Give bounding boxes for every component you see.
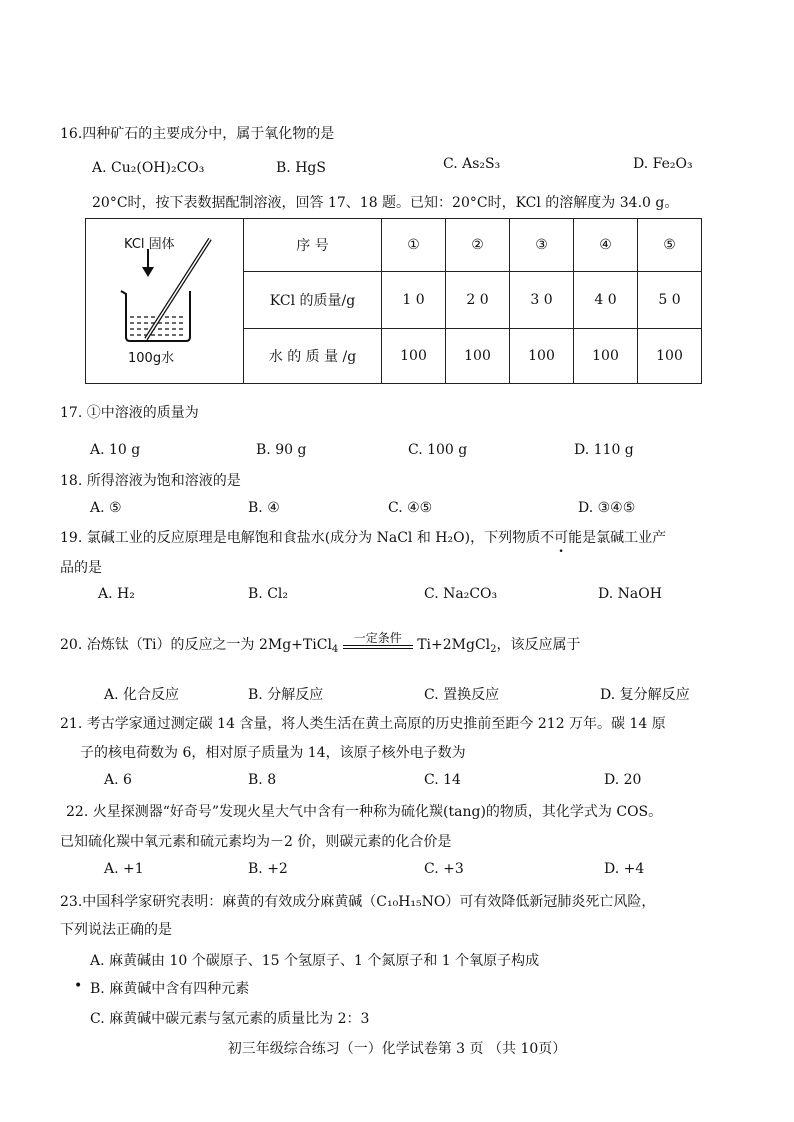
- solution-table: [85, 218, 702, 384]
- q19-stem-part-a: 19. 氯碱工业的反应原理是电解饱和食盐水(成分为 NaCl 和 H₂O)，下列物质: [60, 530, 541, 546]
- kcl-mass-1: 1 0: [382, 272, 446, 329]
- q22-option-d: D. +4: [604, 861, 645, 877]
- q22-option-b: B. +2: [248, 861, 288, 877]
- water-mass-3: 100: [510, 329, 574, 384]
- q16-option-a: A. Cu₂(OH)₂CO₃: [92, 160, 205, 176]
- q20-equation-arrow: [343, 631, 413, 649]
- kcl-mass-4: 4 0: [574, 272, 638, 329]
- q18-option-a: A. ⑤: [90, 500, 122, 516]
- q23-stem-line1: 23.中国科学家研究表明：麻黄的有效成分麻黄碱（C₁₀H₁₅NO）可有效降低新冠肺炎死亡风险，: [60, 894, 656, 910]
- q20-option-c: C. 置换反应: [424, 687, 500, 703]
- kcl-mass-2: 2 0: [446, 272, 510, 329]
- q20-stem: 20. 冶炼钛（Ti）的反应之一为 2Mg+TiCl$_4$ 一定条件 Ti+2MgCl$_2$，该反应属于: [60, 631, 581, 655]
- beaker-illustration-cell: [86, 219, 244, 384]
- q21-stem-line1: 21. 考古学家通过测定碳 14 含量，将人类生活在黄土高原的历史推前至距今 212 万年。碳 14 原: [60, 716, 666, 732]
- q23-option-a: A. 麻黄碱由 10 个碳原子、15 个氢原子、1 个氮原子和 1 个氧原子构成: [90, 953, 540, 969]
- kcl-mass-label: KCl 的质量/g: [244, 272, 382, 329]
- q16-option-d: D. Fe₂O₃: [633, 156, 693, 172]
- q19-emphasis: 不可能: [540, 530, 583, 546]
- serial-3: ③: [510, 219, 574, 272]
- q18-option-d: D. ③④⑤: [578, 500, 636, 516]
- q22-option-a: A. +1: [104, 861, 144, 877]
- q16-option-c: C. As₂S₃: [443, 156, 501, 172]
- water-mass-label: 水 的 质 量 /g: [244, 329, 382, 384]
- q22-stem-line1: 22. 火星探测器“好奇号”发现火星大气中含有一种称为硫化羰(tang)的物质，其化学式为 COS。: [66, 804, 663, 820]
- q21-option-a: A. 6: [104, 772, 132, 788]
- water-mass-2: 100: [446, 329, 510, 384]
- q19-stem-line1: [60, 527, 666, 547]
- kcl-mass-3: 3 0: [510, 272, 574, 329]
- q16-stem: 16.四种矿石的主要成分中，属于氧化物的是: [60, 126, 335, 142]
- q23-option-b: B. 麻黄碱中含有四种元素: [90, 981, 250, 997]
- kcl-mass-5: 5 0: [638, 272, 702, 329]
- q18-option-c: C. ④⑤: [388, 500, 433, 516]
- q17-option-a: A. 10 g: [90, 442, 141, 458]
- serial-4: ④: [574, 219, 638, 272]
- serial-2: ②: [446, 219, 510, 272]
- q17-option-c: C. 100 g: [408, 442, 468, 458]
- water-mass-5: 100: [638, 329, 702, 384]
- q21-option-b: B. 8: [248, 772, 277, 788]
- q20-option-d: D. 复分解反应: [600, 687, 690, 703]
- q20-stem-part-a: 20. 冶炼钛（Ti）的反应之一为 2Mg+TiCl: [60, 637, 332, 653]
- q23-option-b-marker: •: [74, 978, 83, 994]
- q22-stem-line2: 已知硫化羰中氧元素和硫元素均为－2 价，则碳元素的化合价是: [60, 834, 452, 850]
- q20-condition: 一定条件: [353, 631, 402, 645]
- q17-option-d: D. 110 g: [574, 442, 634, 458]
- serial-5: ⑤: [638, 219, 702, 272]
- water-label: 100g水: [128, 351, 175, 366]
- water-mass-1: 100: [382, 329, 446, 384]
- q18-option-b: B. ④: [248, 500, 280, 516]
- q21-stem-line2: 子的核电荷数为 6，相对原子质量为 14，该原子核外电子数为: [80, 745, 466, 761]
- q23-option-c: C. 麻黄碱中碳元素与氢元素的质量比为 2：3: [90, 1011, 370, 1027]
- water-mass-4: 100: [574, 329, 638, 384]
- header-serial: 序 号: [244, 219, 382, 272]
- q22-option-c: C. +3: [424, 861, 464, 877]
- q20-option-a: A. 化合反应: [104, 687, 180, 703]
- q21-option-d: D. 20: [604, 772, 642, 788]
- q19-option-a: A. H₂: [98, 586, 135, 602]
- serial-1: ①: [382, 219, 446, 272]
- page-footer: 初三年级综合练习（一）化学试卷第 3 页 （共 10页）: [227, 1041, 567, 1057]
- q19-stem-line2: 品的是: [60, 560, 102, 576]
- q17-option-b: B. 90 g: [256, 442, 307, 458]
- q19-option-d: D. NaOH: [598, 586, 662, 602]
- q17-stem: 17. ①中溶液的质量为: [60, 405, 199, 421]
- q20-stem-part-c: ，该反应属于: [496, 637, 581, 653]
- q19-stem-part-b: 是氯碱工业产: [582, 530, 667, 546]
- q19-option-c: C. Na₂CO₃: [424, 586, 498, 602]
- table-intro: 20°C时，按下表数据配制溶液，回答 17、18 题。已知：20°C时，KCl 的溶解度为 34.0 g。: [92, 195, 679, 211]
- q21-option-c: C. 14: [424, 772, 461, 788]
- q20-stem-part-b: Ti+2MgCl: [417, 637, 491, 653]
- q18-stem: 18. 所得溶液为饱和溶液的是: [60, 473, 241, 489]
- q16-option-b: B. HgS: [276, 160, 326, 176]
- kcl-solid-label: KCl 固体: [124, 237, 175, 252]
- q19-option-b: B. Cl₂: [248, 586, 288, 602]
- q20-option-b: B. 分解反应: [248, 687, 324, 703]
- q23-stem-line2: 下列说法正确的是: [60, 922, 172, 938]
